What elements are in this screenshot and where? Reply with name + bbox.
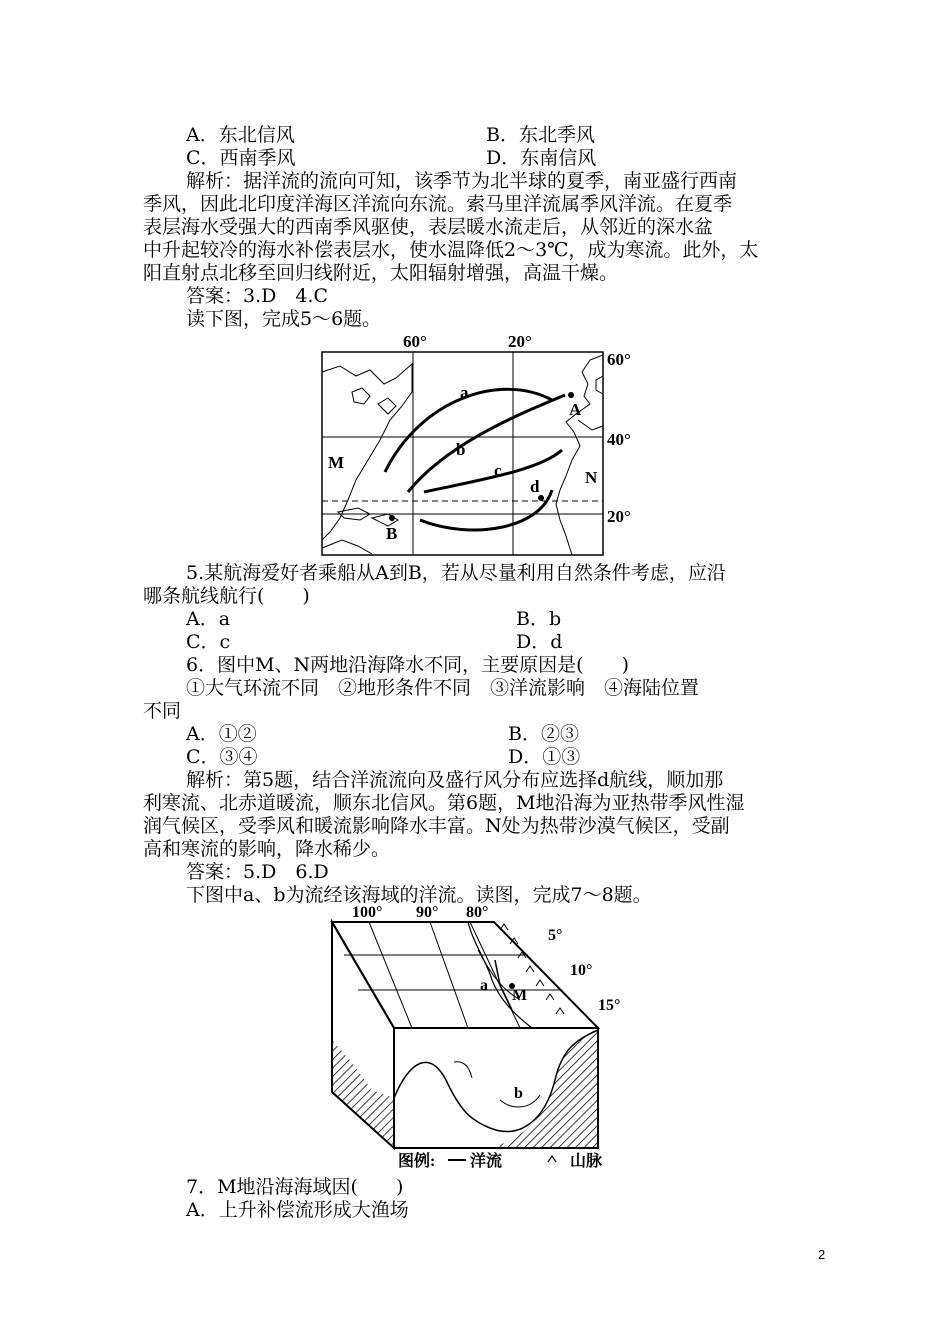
lon-label-100: 100° [352, 904, 383, 921]
lon-label-80: 80° [466, 904, 489, 921]
lat-label-15: 15° [598, 997, 621, 1014]
q7-stem: 7．M地沿海海域因( ) [186, 1176, 404, 1198]
current-label-a: a [480, 977, 488, 994]
figure-block-diagram [320, 898, 640, 1170]
q6-option-c: C．③④ [186, 746, 258, 768]
analysis-56-line: 解析：第5题，结合洋流流向及盛行风分布应选择d航线，顺加那 [186, 769, 724, 791]
q6-option-b: B．②③ [508, 723, 579, 745]
q34-option-c: C．西南季风 [186, 147, 296, 169]
intro-78: 下图中a、b为流经该海域的洋流。读图，完成7～8题。 [186, 884, 652, 906]
point-label-m: M [328, 453, 345, 472]
current-label-b: b [514, 1085, 523, 1102]
figure-atlantic-map [310, 330, 650, 560]
lon-label-60: 60° [403, 332, 427, 351]
legend-title: 图例: [398, 1153, 436, 1170]
q6-stem: 6．图中M、N两地沿海降水不同，主要原因是( ) [186, 654, 629, 676]
analysis-34-line: 解析：据洋流的流向可知，该季节为北半球的夏季，南亚盛行西南 [186, 170, 738, 192]
q7-option-a: A．上升补偿流形成大渔场 [186, 1199, 409, 1221]
intro-56: 读下图，完成5～6题。 [186, 308, 382, 330]
lon-label-20: 20° [508, 332, 532, 351]
q5-option-b: B．b [516, 608, 562, 630]
point-label-a: A [569, 400, 582, 419]
route-label-a: a [460, 383, 469, 402]
analysis-56-line: 润气候区，受季风和暖流影响降水丰富。N处为热带沙漠气候区，受副 [143, 815, 730, 837]
lat-label-10: 10° [570, 962, 593, 979]
legend-current: 洋流 [470, 1153, 503, 1170]
q5-stem: 5.某航海爱好者乘船从A到B，若从尽量利用自然条件考虑，应沿 [186, 562, 726, 584]
answer-34: 答案：3.D 4.C [186, 285, 329, 307]
lat-label-60: 60° [607, 350, 631, 369]
analysis-56-line: 高和寒流的影响，降水稀少。 [143, 838, 391, 860]
lat-label-20: 20° [607, 507, 631, 526]
q6-items: 不同 [143, 700, 182, 722]
analysis-34-line: 阳直射点北移至回归线附近，太阳辐射增强，高温干燥。 [143, 262, 619, 284]
answer-56: 答案：5.D 6.D [186, 861, 329, 883]
q34-option-b: B．东北季风 [486, 124, 595, 146]
analysis-34-line: 中升起较冷的海水补偿表层水，使水温降低2～3℃，成为寒流。此外，太 [143, 239, 759, 261]
route-label-d: d [530, 477, 540, 496]
q5-stem: 哪条航线航行( ) [143, 585, 310, 607]
q5-option-c: C．c [186, 631, 231, 653]
q6-items: ①大气环流不同 ②地形条件不同 ③洋流影响 ④海陆位置 [186, 677, 700, 699]
lat-label-5: 5° [548, 927, 563, 944]
lon-label-90: 90° [416, 904, 439, 921]
point-label-m: M [512, 987, 528, 1004]
point-label-n: N [585, 468, 598, 487]
q6-option-d: D．①③ [508, 746, 581, 768]
q5-option-d: D．d [516, 631, 563, 653]
point-label-b: B [386, 524, 398, 543]
route-label-c: c [494, 461, 502, 480]
legend-mountain: 山脉 [570, 1153, 603, 1170]
q6-option-a: A．①② [186, 723, 257, 745]
route-label-b: b [456, 440, 466, 459]
analysis-56-line: 利寒流、北赤道暖流，顺东北信风。第6题，M地沿海为亚热带季风性湿 [143, 792, 745, 814]
analysis-34-line: 季风，因此北印度洋海区洋流向东流。索马里洋流属季风洋流。在夏季 [143, 193, 733, 215]
q34-option-d: D．东南信风 [486, 147, 597, 169]
q5-option-a: A．a [186, 608, 231, 630]
page-number: 2 [818, 1247, 826, 1262]
lat-label-40: 40° [607, 430, 631, 449]
analysis-34-line: 表层海水受强大的西南季风驱使，表层暖水流走后，从邻近的深水盆 [143, 216, 714, 238]
q34-option-a: A．东北信风 [186, 124, 295, 146]
